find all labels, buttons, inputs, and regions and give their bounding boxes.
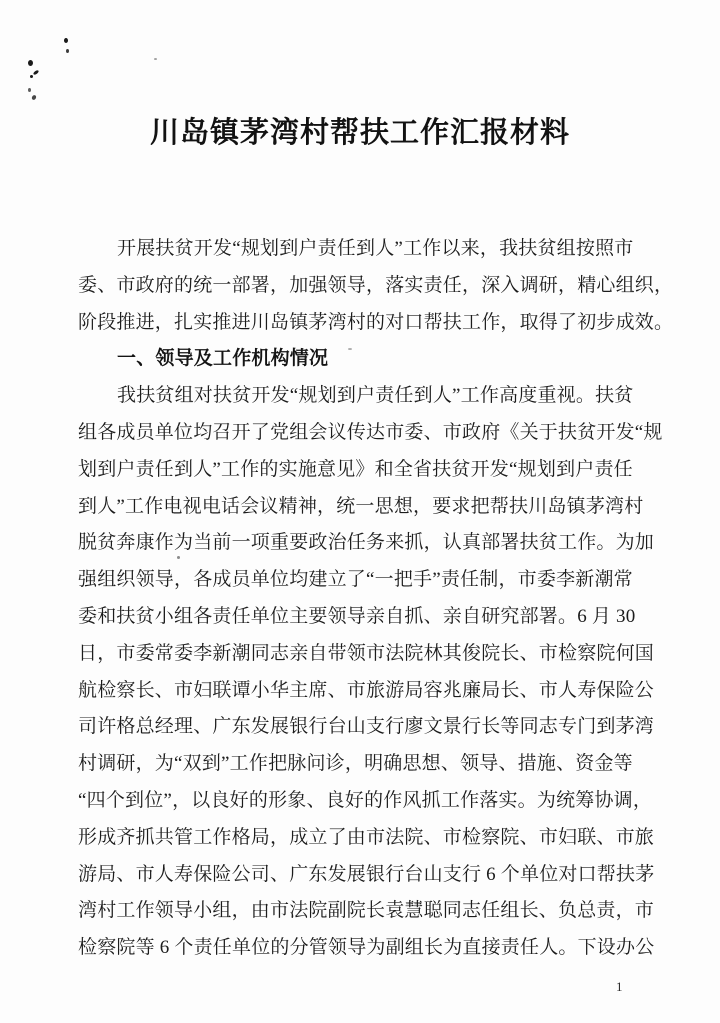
- paragraph-line: 开展扶贫开发“规划到户责任到人”工作以来，我扶贫组按照市: [117, 238, 634, 259]
- document-title: 川岛镇茅湾村帮扶工作汇报材料: [149, 117, 570, 149]
- page-number: 1: [616, 979, 623, 994]
- paragraph-line: 司许格总经理、广东发展银行台山支行廖文景行长等同志专门到茅湾: [78, 716, 655, 738]
- paragraph-line: 脱贫奔康作为当前一项重要政治任务来抓，认真部署扶贫工作。为加: [78, 532, 655, 554]
- paragraph-line: 日，市委常委李新潮同志亲自带领市法院林其俊院长、市检察院何国: [78, 642, 655, 664]
- paragraph-line: 形成齐抓共管工作格局，成立了由市法院、市检察院、市妇联、市旅: [78, 826, 655, 848]
- paragraph-line: 强组织领导，各成员单位均建立了“一把手”责任制，市委李新潮常: [78, 569, 633, 591]
- paragraph-line: 航检察长、市妇联谭小华主席、市旅游局容兆廉局长、市人寿保险公: [78, 679, 655, 701]
- paragraph-line: 我扶贫组对扶贫开发“规划到户责任到人”工作高度重视。扶贫: [117, 385, 634, 407]
- ink-speck: [154, 58, 157, 60]
- paragraph-line: 委、市政府的统一部署，加强领导，落实责任，深入调研，精心组织，: [78, 274, 674, 296]
- paragraph-line: 游局、市人寿保险公司、广东发展银行台山支行 6 个单位对口帮扶茅: [78, 863, 655, 885]
- paragraph-line: 委和扶贫小组各责任单位主要领导亲自抓、亲自研究部署。6 月 30: [78, 605, 636, 627]
- ink-speck: [28, 60, 33, 66]
- ink-speck: [66, 49, 69, 53]
- paragraph-line: 村调研，为“双到”工作把脉问诊，明确思想、领导、措施、资金等: [78, 753, 633, 775]
- document-body: [78, 231, 674, 967]
- paragraph-line: 检察院等 6 个责任单位的分管领导为副组长为直接责任人。下设办公: [78, 937, 655, 959]
- ink-speck: [30, 75, 33, 78]
- paragraph-line: 湾村工作领导小组，由市法院副院长袁慧聪同志任组长、负总责，市: [78, 900, 655, 922]
- paragraph-line: 阶段推进，扎实推进川岛镇茅湾村的对口帮扶工作，取得了初步成效。: [78, 311, 674, 333]
- ink-speck: [31, 94, 37, 100]
- ink-speck: [28, 88, 31, 92]
- ink-speck: [64, 38, 68, 43]
- paragraph-line: 到人”工作电视电话会议精神，统一思想，要求把帮扶川岛镇茅湾村: [78, 495, 644, 517]
- paragraph-line: 组各成员单位均召开了党组会议传达市委、市政府《关于扶贫开发“规: [78, 421, 663, 443]
- paragraph-line: “四个到位”，以良好的形象、良好的作风抓工作落实。为统筹协调，: [78, 789, 653, 811]
- section-heading: 一、领导及工作机构情况: [117, 348, 329, 370]
- ink-speck: [33, 70, 40, 76]
- paragraph-line: 划到户责任到人”工作的实施意见》和全省扶贫开发“规划到户责任: [78, 458, 633, 480]
